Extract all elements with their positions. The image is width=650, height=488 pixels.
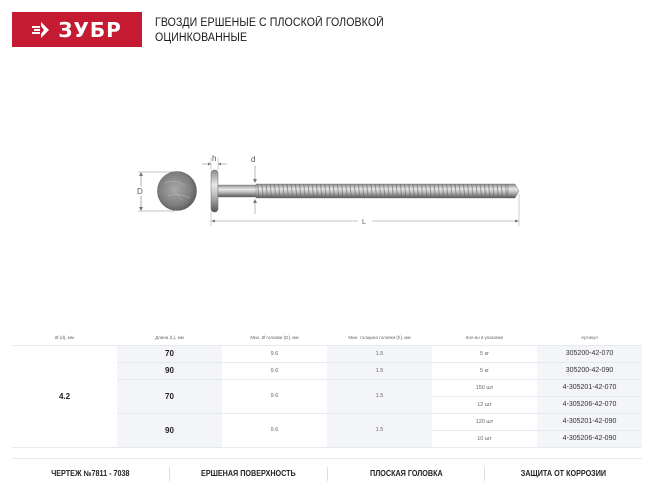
cell-head-diameter: 9.6: [222, 379, 327, 413]
footer-corrosion-protection: ЗАЩИТА ОТ КОРРОЗИИ: [520, 469, 607, 478]
footer-flat-head: ПЛОСКАЯ ГОЛОВКА: [369, 469, 443, 478]
cell-head-thickness: 1.5: [327, 362, 432, 379]
label-L: L: [362, 219, 366, 226]
cell-quantity: 5 кг: [432, 345, 537, 362]
label-d: d: [251, 155, 256, 164]
cell-quantity: 12 шт: [432, 396, 537, 413]
cell-diameter: 4.2: [12, 345, 117, 447]
table-row: [12, 345, 642, 362]
cell-length: 90: [117, 413, 222, 447]
cell-length: 90: [117, 362, 222, 379]
nail-drawing: [0, 140, 650, 240]
cell-article: 305200-42-090: [537, 362, 642, 379]
cell-article: 4-305206-42-090: [537, 430, 642, 447]
header-quantity: Кол-во в упаковке: [432, 330, 537, 345]
cell-head-thickness: 1.5: [327, 413, 432, 447]
title-line-2: ОЦИНКОВАННЫЕ: [155, 32, 248, 44]
label-D: D: [137, 187, 143, 196]
cell-article: 4-305201-42-090: [537, 413, 642, 430]
table-header-row: [12, 330, 642, 345]
cell-head-diameter: 9.6: [222, 413, 327, 447]
arrow-icon: [32, 21, 54, 39]
title-line-1: ГВОЗДИ ЕРШЕНЫЕ С ПЛОСКОЙ ГОЛОВКОЙ: [155, 17, 384, 29]
footer-divider: [327, 467, 328, 481]
cell-quantity: 5 кг: [432, 362, 537, 379]
footer-divider: [169, 467, 170, 481]
brand-logo: [12, 12, 142, 47]
cell-article: 4-305206-42-070: [537, 396, 642, 413]
cell-head-thickness: 1.5: [327, 345, 432, 362]
cell-length: 70: [117, 345, 222, 362]
cell-head-diameter: 9.6: [222, 362, 327, 379]
footer-ringed-surface: ЕРШЕНАЯ ПОВЕРХНОСТЬ: [200, 469, 296, 478]
cell-head-thickness: 1.5: [327, 379, 432, 413]
nail-technical-drawing-icon: [0, 140, 650, 240]
header-length: Длина (L), мм: [117, 330, 222, 345]
logo-text: ЗУБР: [58, 17, 122, 42]
specs-table: [12, 330, 642, 448]
feature-footer: [12, 458, 642, 488]
cell-length: 70: [117, 379, 222, 413]
footer-drawing-number: ЧЕРТЕЖ №7811 - 7038: [51, 469, 130, 478]
label-h: h: [212, 154, 217, 163]
header-article: Артикул: [537, 330, 642, 345]
cell-head-diameter: 9.6: [222, 345, 327, 362]
cell-article: 305200-42-070: [537, 345, 642, 362]
header-head-thickness: Мин. толщина головки (h), мм: [327, 330, 432, 345]
footer-divider: [484, 467, 485, 481]
cell-article: 4-305201-42-070: [537, 379, 642, 396]
page-title: [155, 16, 384, 46]
cell-quantity: 120 шт: [432, 413, 537, 430]
cell-quantity: 150 шт: [432, 379, 537, 396]
header-shank-diameter: Ø (d), мм: [12, 330, 117, 345]
cell-quantity: 10 шт: [432, 430, 537, 447]
header-head-diameter: Мин. Ø головки (D), мм: [222, 330, 327, 345]
